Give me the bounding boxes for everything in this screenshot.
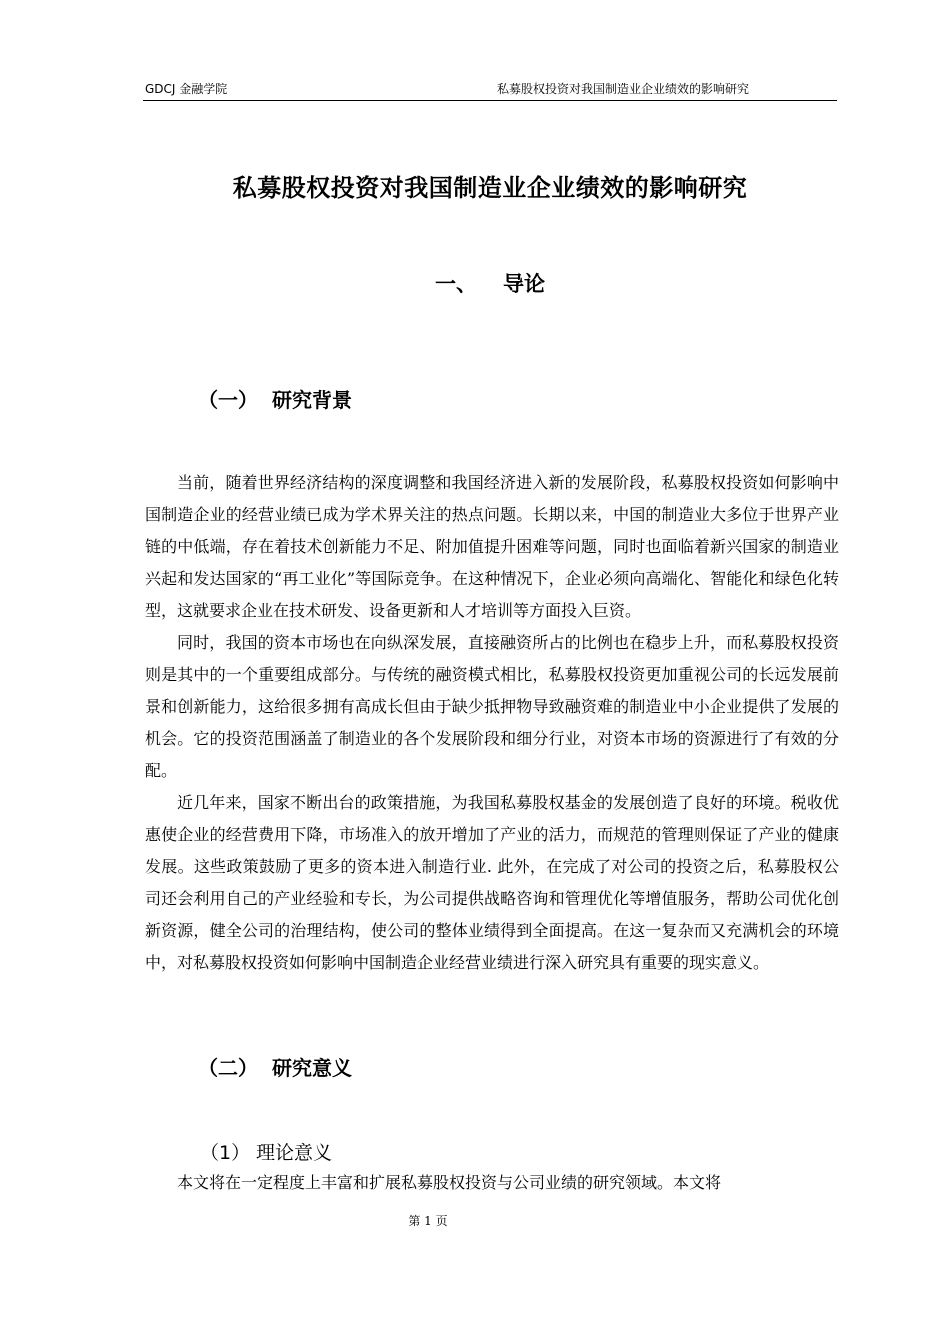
chapter-title: 导论 (503, 272, 545, 296)
page-number: 第 1 页 (408, 1214, 448, 1228)
chapter-heading (143, 268, 837, 298)
section-number: （二） (198, 1056, 258, 1080)
body-paragraph: 同时，我国的资本市场也在向纵深发展，直接融资所占的比例也在稳步上升，而私募股权投资则是其中的一个重要组成部分。与传统的融资模式相比，私募股权投资更加重视公司的长远发展前景和创新能力，这给很多拥有高成长但由于缺少抵押物导致融资难的制造业中小企业提供了发展的机会。它的投资范围涵盖了制造业的各个发展阶段和细分行业，对资本市场的资源进行了有效的分配。 (145, 633, 839, 780)
section-title: 研究意义 (272, 1056, 352, 1080)
body-paragraph: 当前，随着世界经济结构的深度调整和我国经济进入新的发展阶段，私募股权投资如何影响中国制造企业的经营业绩已成为学术界关注的热点问题。长期以来，中国的制造业大多位于世界产业链的中低端，存在着技术创新能力不足、附加值提升困难等问题，同时也面临着新兴国家的制造业兴起和发达国家的“再工业化”等国际竞争。在这种情况下，企业必须向高端化、智能化和绿色化转型，这就要求企业在技术研发、设备更新和人才培训等方面投入巨资。 (145, 473, 839, 620)
subsection-body (145, 1167, 839, 1199)
chapter-number: 一、 (435, 272, 477, 296)
document-title: 私募股权投资对我国制造业企业绩效的影响研究 (232, 174, 748, 202)
header-left-text: GDCJ 金融学院 (145, 82, 228, 96)
body-paragraph: 近几年来，国家不断出台的政策措施，为我国私募股权基金的发展创造了良好的环境。税收优惠使企业的经营费用下降，市场准入的放开增加了产业的活力，而规范的管理则保证了产业的健康发展。这些政策鼓励了更多的资本进入制造行业. 此外，在完成了对公司的投资之后，私募股权公司还会利用自己的产业经验和专长，为公司提供战略咨询和管理优化等增值服务，帮助公司优化创新资源，健全公司的治理结构，使公司的整体业绩得到全面提高。在这一复杂而又充满机会的环境中，对私募股权投资如何影响中国制造企业经营业绩进行深入研究具有重要的现实意义。 (145, 793, 839, 972)
subsection-heading (200, 1138, 332, 1165)
subsection-title: 理论意义 (256, 1142, 333, 1164)
section-background-body (145, 467, 839, 979)
section-heading-significance (198, 1052, 352, 1081)
body-paragraph: 本文将在一定程度上丰富和扩展私募股权投资与公司业绩的研究领域。本文将 (177, 1173, 722, 1192)
subsection-number: （1） (200, 1142, 251, 1164)
page-header (143, 78, 837, 101)
section-title: 研究背景 (272, 388, 352, 412)
section-number: （一） (198, 388, 258, 412)
header-right-text: 私募股权投资对我国制造业企业绩效的影响研究 (496, 82, 749, 96)
section-heading-background (198, 384, 352, 413)
